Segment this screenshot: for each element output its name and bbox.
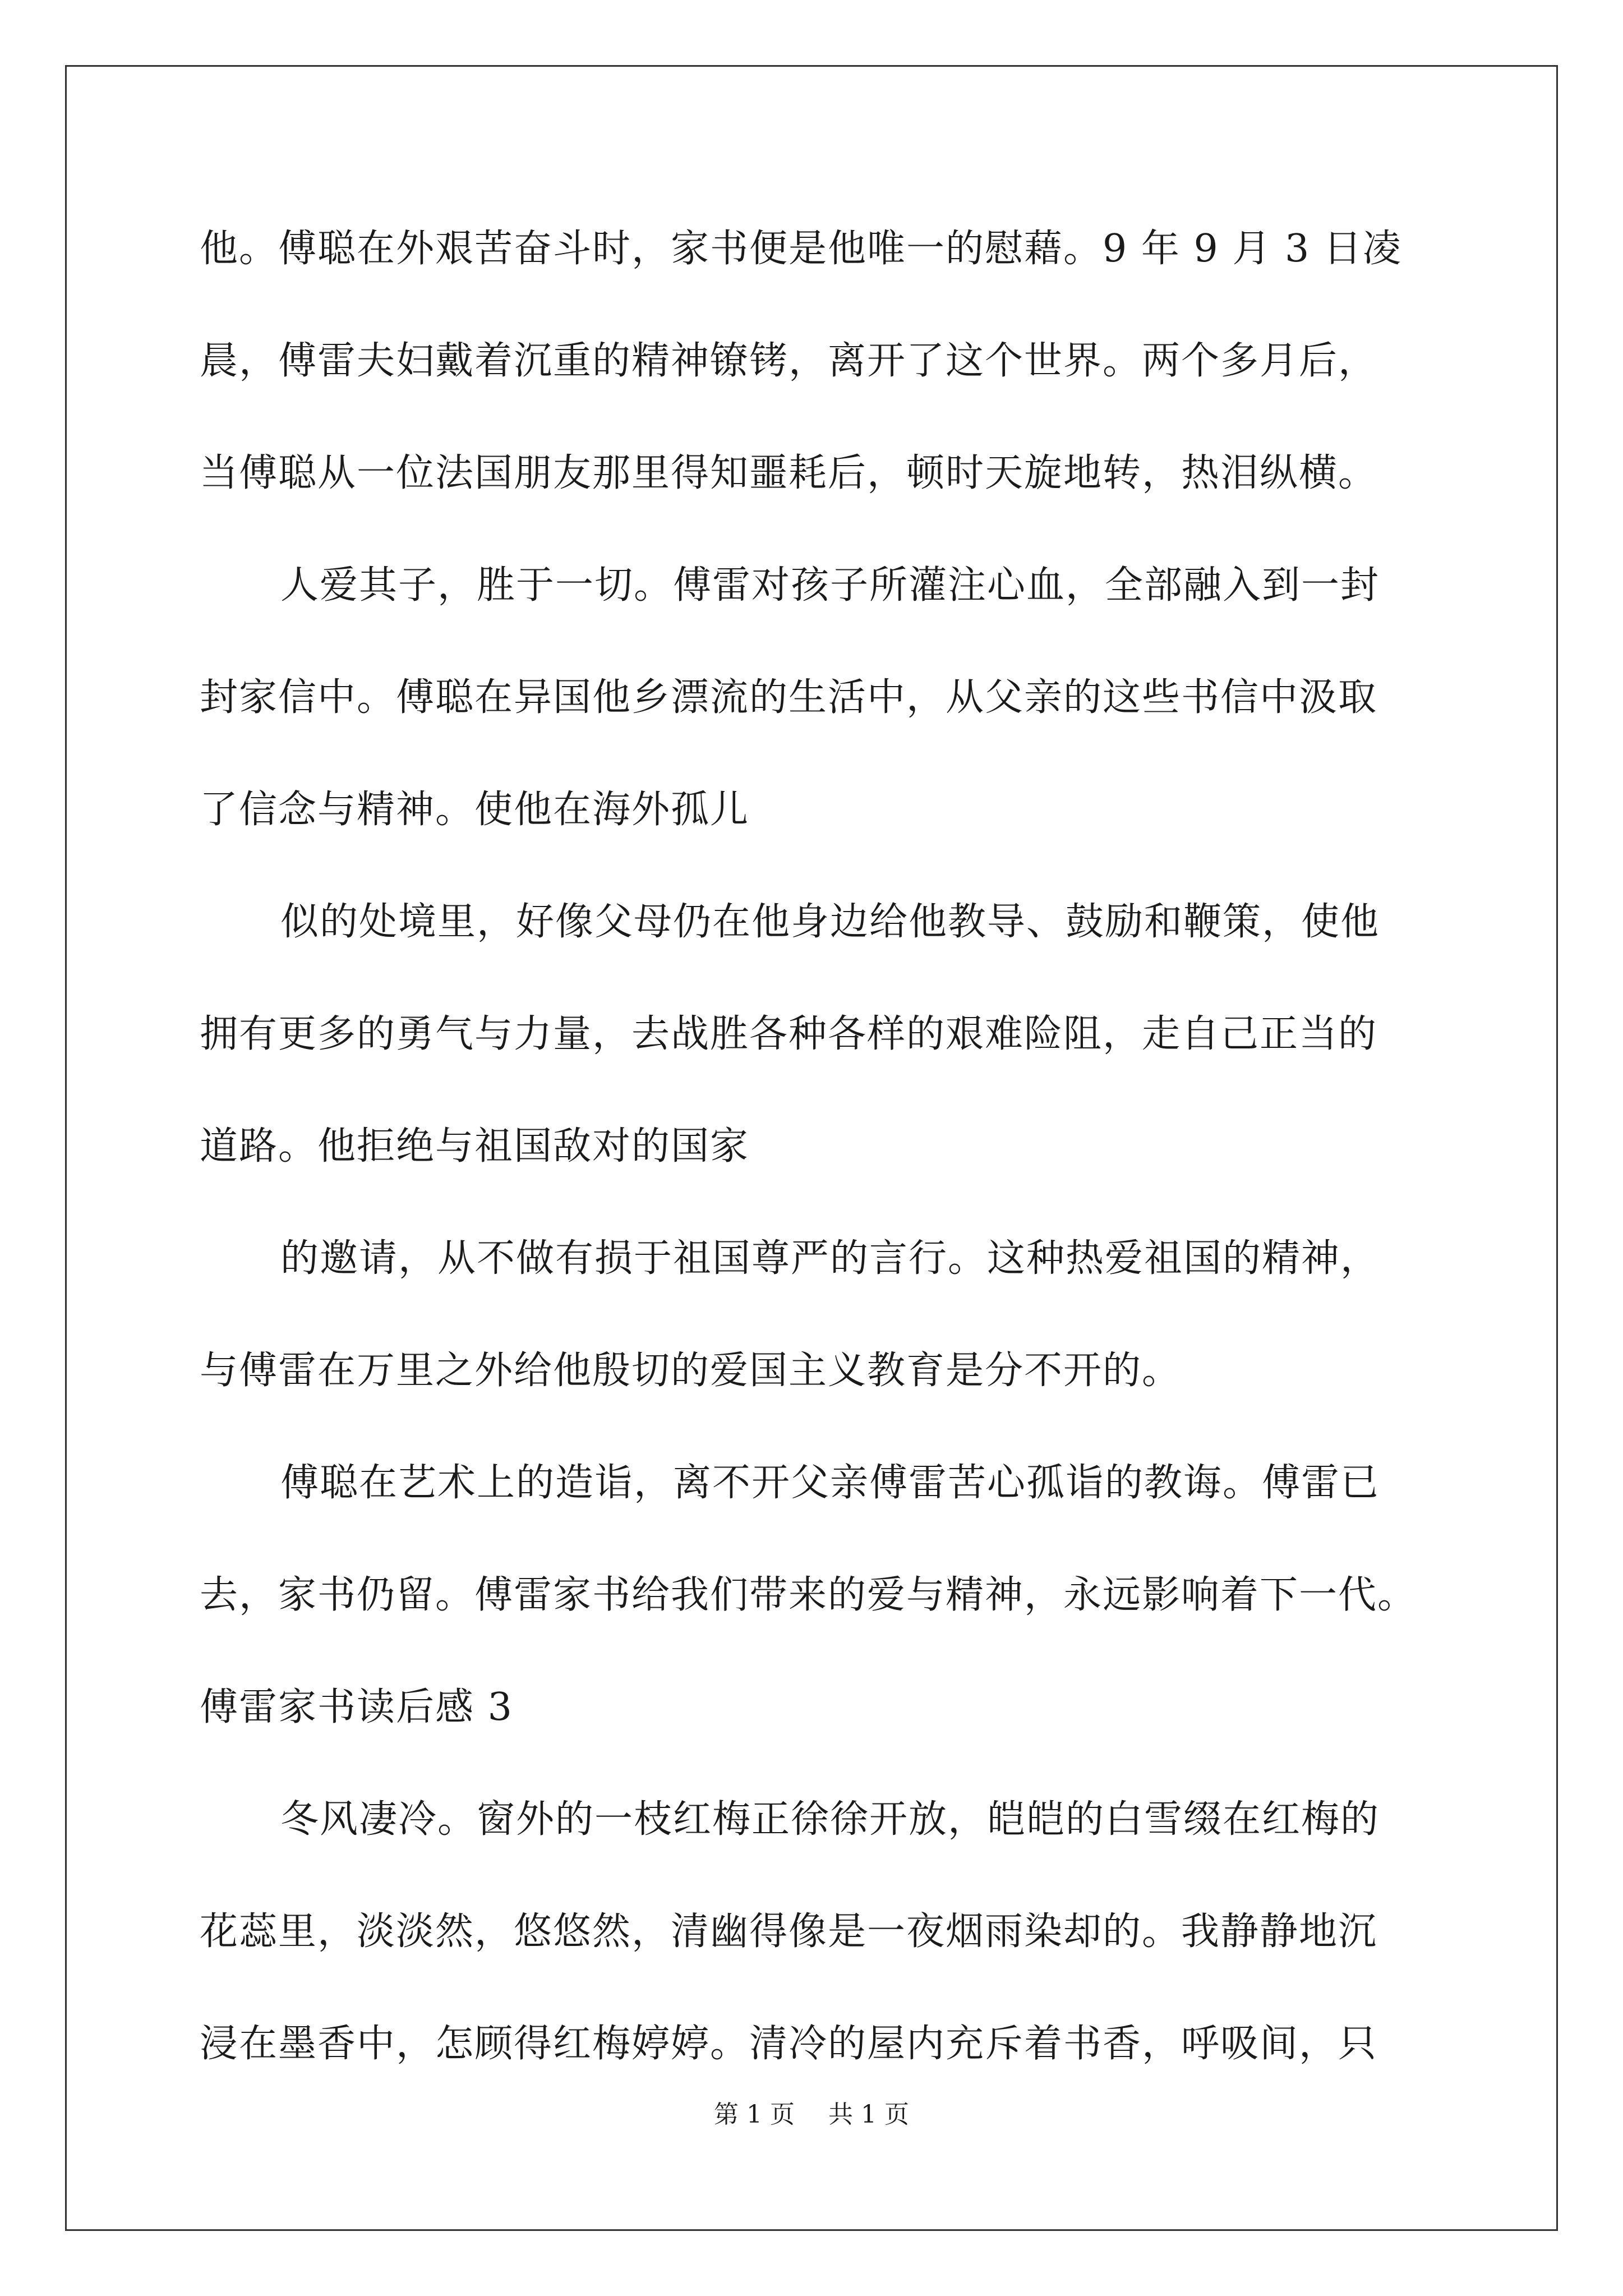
text-line: 道路。他拒绝与祖国敌对的国家 xyxy=(200,1124,750,1168)
text-line: 当傅聪从一位法国朋友那里得知噩耗后，顿时天旋地转，热泪纵横。 xyxy=(200,451,1378,495)
text-line: 晨，傅雷夫妇戴着沉重的精神镣铐，离开了这个世界。两个多月后， xyxy=(200,339,1378,383)
text-line: 拥有更多的勇气与力量，去战胜各种各样的艰难险阻，走自己正当的 xyxy=(200,1012,1378,1056)
page-number-total: 共 1 页 xyxy=(828,2100,909,2129)
paragraph-start-line: 冬风凄冷。窗外的一枝红梅正徐徐开放，皑皑的白雪缀在红梅的 xyxy=(280,1797,1380,1842)
paragraph-start-line: 人爱其子，胜于一切。傅雷对孩子所灌注心血，全部融入到一封 xyxy=(280,563,1380,608)
paragraph-start-line: 的邀请，从不做有损于祖国尊严的言行。这种热爱祖国的精神， xyxy=(280,1236,1380,1281)
document-body xyxy=(200,221,1433,2128)
text-line: 了信念与精神。使他在海外孤儿 xyxy=(200,788,750,832)
text-line: 浸在墨香中，怎顾得红梅婷婷。清冷的屋内充斥着书香，呼吸间，只 xyxy=(200,2022,1378,2066)
section-heading: 傅雷家书读后感 3 xyxy=(200,1685,513,1729)
text-line: 他。傅聪在外艰苦奋斗时，家书便是他唯一的慰藉。9 年 9 月 3 日凌 xyxy=(200,227,1402,271)
text-line: 去，家书仍留。傅雷家书给我们带来的爱与精神，永远影响着下一代。 xyxy=(200,1573,1417,1617)
page-footer xyxy=(0,2098,1623,2132)
text-line: 封家信中。傅聪在异国他乡漂流的生活中，从父亲的这些书信中汲取 xyxy=(200,675,1378,720)
paragraph-start-line: 傅聪在艺术上的造诣，离不开父亲傅雷苦心孤诣的教诲。傅雷已 xyxy=(280,1461,1380,1505)
text-line: 与傅雷在万里之外给他殷切的爱国主义教育是分不开的。 xyxy=(200,1349,1182,1393)
paragraph-start-line: 似的处境里，好像父母仍在他身边给他教导、鼓励和鞭策，使他 xyxy=(280,900,1380,944)
page-number-current: 第 1 页 xyxy=(714,2100,795,2129)
text-line: 花蕊里，淡淡然，悠悠然，清幽得像是一夜烟雨染却的。我静静地沉 xyxy=(200,1910,1378,1954)
